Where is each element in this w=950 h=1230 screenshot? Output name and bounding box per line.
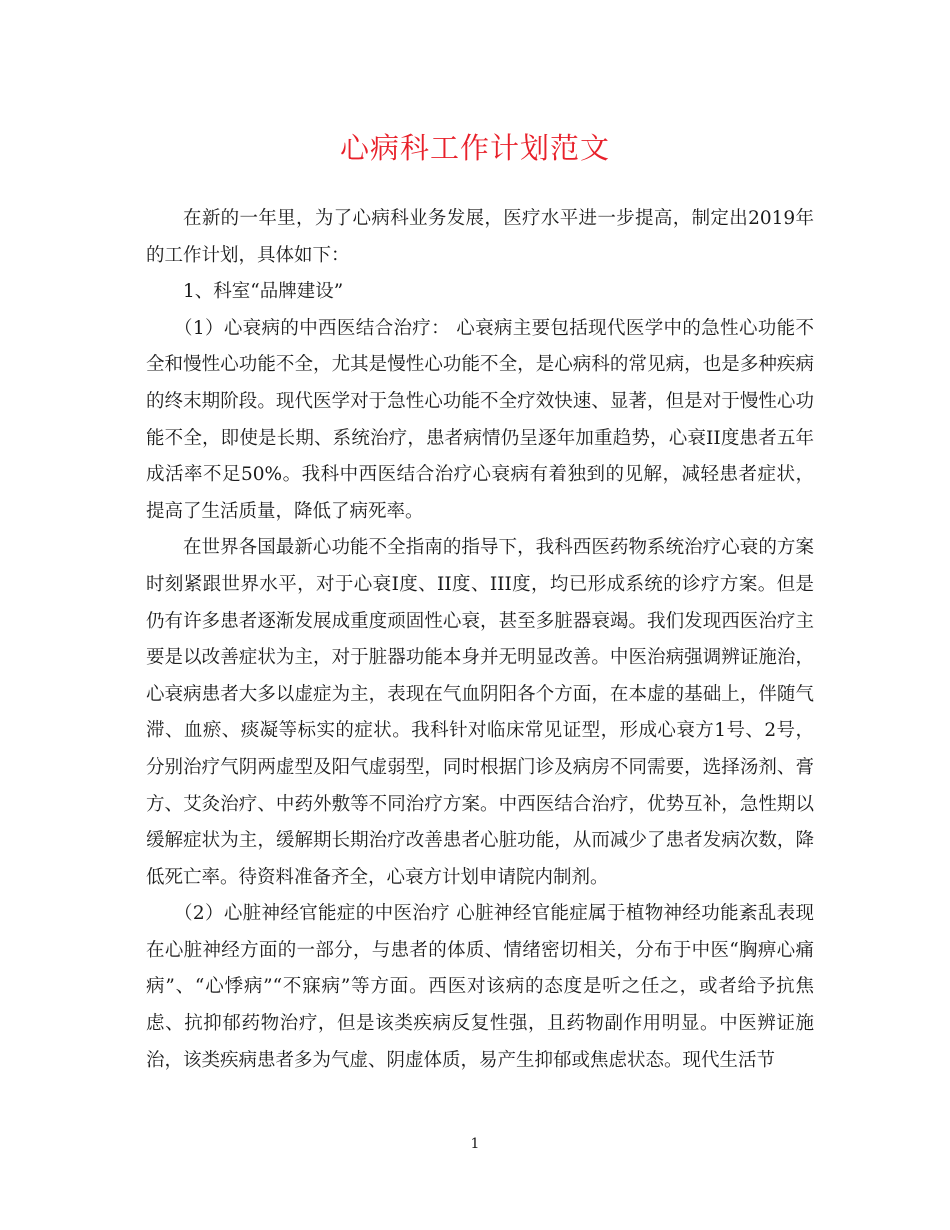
page-number: 1: [470, 1136, 480, 1152]
guideline-paragraph: 在世界各国最新心功能不全指南的指导下，我科西医药物系统治疗心衰的方案时刻紧跟世界水平，对于心衰I度、II度、III度，均已形成系统的诊疗方案。但是仍有许多患者逐渐发展成重度顽固性心衰，甚至多脏器衰竭。我们发现西医治疗主要是以改善症状为主，对于脏器功能本身并无明显改善。中医治病强调辨证施治，心衰病患者大多以虚症为主，表现在气血阴阳各个方面，在本虚的基础上，伴随气滞、血瘀、痰凝等标实的症状。我科针对临床常见证型，形成心衰方1号、2号，分别治疗气阴两虚型及阳气虚弱型，同时根据门诊及病房不同需要，选择汤剂、膏方、艾灸治疗、中药外敷等不同治疗方案。中西医结合治疗，优势互补，急性期以缓解症状为主，缓解期长期治疗改善患者心脏功能，从而减少了患者发病次数，降低死亡率。待资料准备齐全，心衰方计划申请院内制剂。: [146, 537, 814, 888]
heart-failure-paragraph: （1）心衰病的中西医结合治疗： 心衰病主要包括现代医学中的急性心功能不全和慢性心功能不全，尤其是慢性心功能不全，是心病科的常见病，也是多种疾病的终末期阶段。现代医学对于急性心功能不全疗效快速、显著，但是对于慢性心功能不全，即使是长期、系统治疗，患者病情仍呈逐年加重趋势，心衰II度患者五年成活率不足50%。我科中西医结合治疗心衰病有着独到的见解，减轻患者症状，提高了生活质量，降低了病死率。: [146, 317, 814, 522]
cardiac-neurosis-paragraph: （2）心脏神经官能症的中医治疗 心脏神经官能症属于植物神经功能紊乱表现在心脏神经方面的一部分，与患者的体质、情绪密切相关，分布于中医“胸痹心痛病”、“心悸病”“不寐病”等方面。西医对该病的态度是听之任之，或者给予抗焦虑、抗抑郁药物治疗，但是该类疾病反复性强，且药物副作用明显。中医辨证施治，该类疾病患者多为气虚、阴虚体质，易产生抑郁或焦虑状态。现代生活节: [146, 903, 814, 1071]
intro-paragraph: 在新的一年里，为了心病科业务发展，医疗水平进一步提高，制定出2019年的工作计划，具体如下：: [146, 208, 814, 266]
document-body: [146, 201, 814, 1079]
document-title: 心病科工作计划范文: [339, 131, 610, 165]
section-heading: 1、科室“品牌建设”: [183, 281, 344, 303]
